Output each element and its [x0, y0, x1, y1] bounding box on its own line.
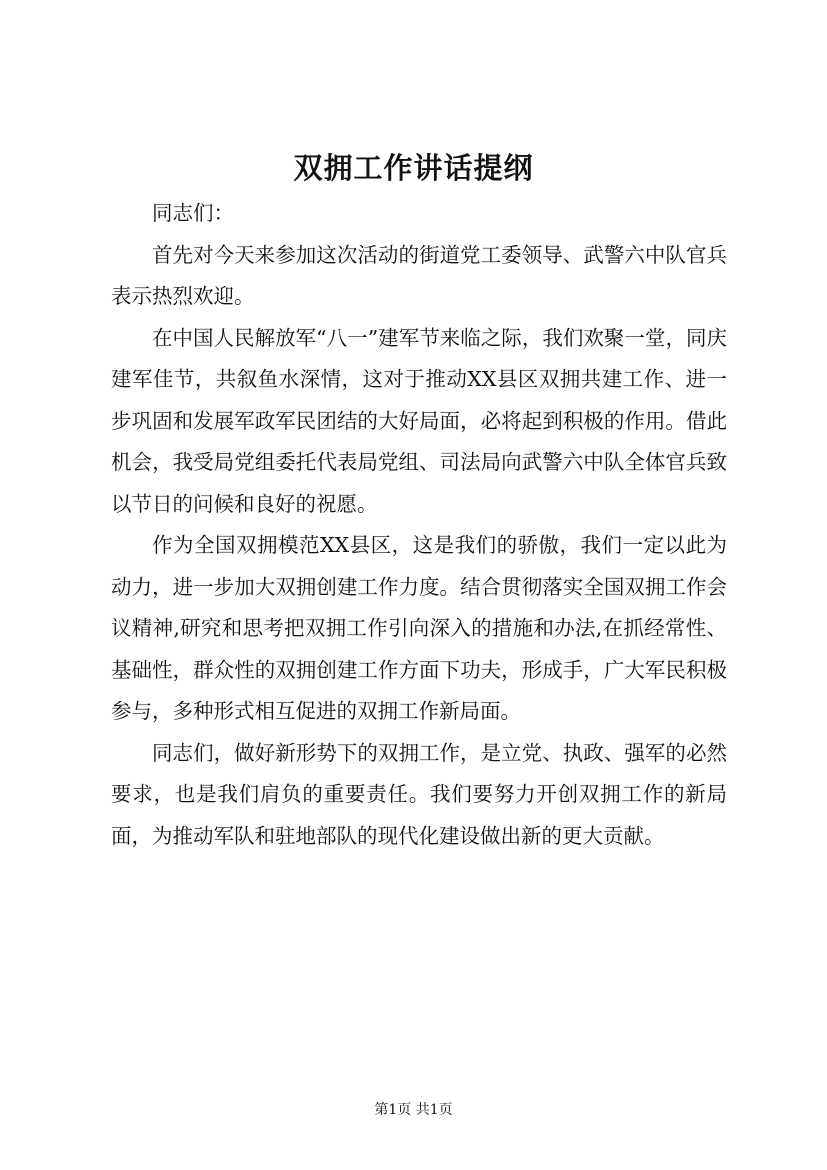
page-footer: 第1页 共1页 — [374, 1102, 453, 1118]
document-title: 双拥工作讲话提纲 — [293, 151, 534, 185]
salutation: 同志们： — [152, 201, 234, 225]
paragraph-3: 作为全国双拥模范XX县区，这是我们的骄傲，我们一定以此为动力，进一步加大双拥创建工作力度。结合贯彻落实全国双拥工作会议精神,研究和思考把双拥工作引向深入的措施和办法,在抓经常性、基础性，群众性的双拥创建工作方面下功夫，形成手，广大军民积极参与，多种形式相互促进的双拥工作新局面。 — [111, 533, 727, 723]
paragraph-2: 在中国人民解放军“八一”建军节来临之际，我们欢聚一堂，同庆建军佳节，共叙鱼水深情，这对于推动XX县区双拥共建工作、进一步巩固和发展军政军民团结的大好局面，必将起到积极的作用。借此机会，我受局党组委托代表局党组、司法局向武警六中队全体官兵致以节日的问候和良好的祝愿。 — [111, 325, 727, 516]
document-body — [111, 193, 727, 857]
paragraph-4: 同志们，做好新形势下的双拥工作，是立党、执政、强军的必然要求，也是我们肩负的重要责任。我们要努力开创双拥工作的新局面，为推动军队和驻地部队的现代化建设做出新的更大贡献。 — [111, 740, 727, 848]
paragraph-1: 首先对今天来参加这次活动的街道党工委领导、武警六中队官兵表示热烈欢迎。 — [111, 242, 727, 308]
